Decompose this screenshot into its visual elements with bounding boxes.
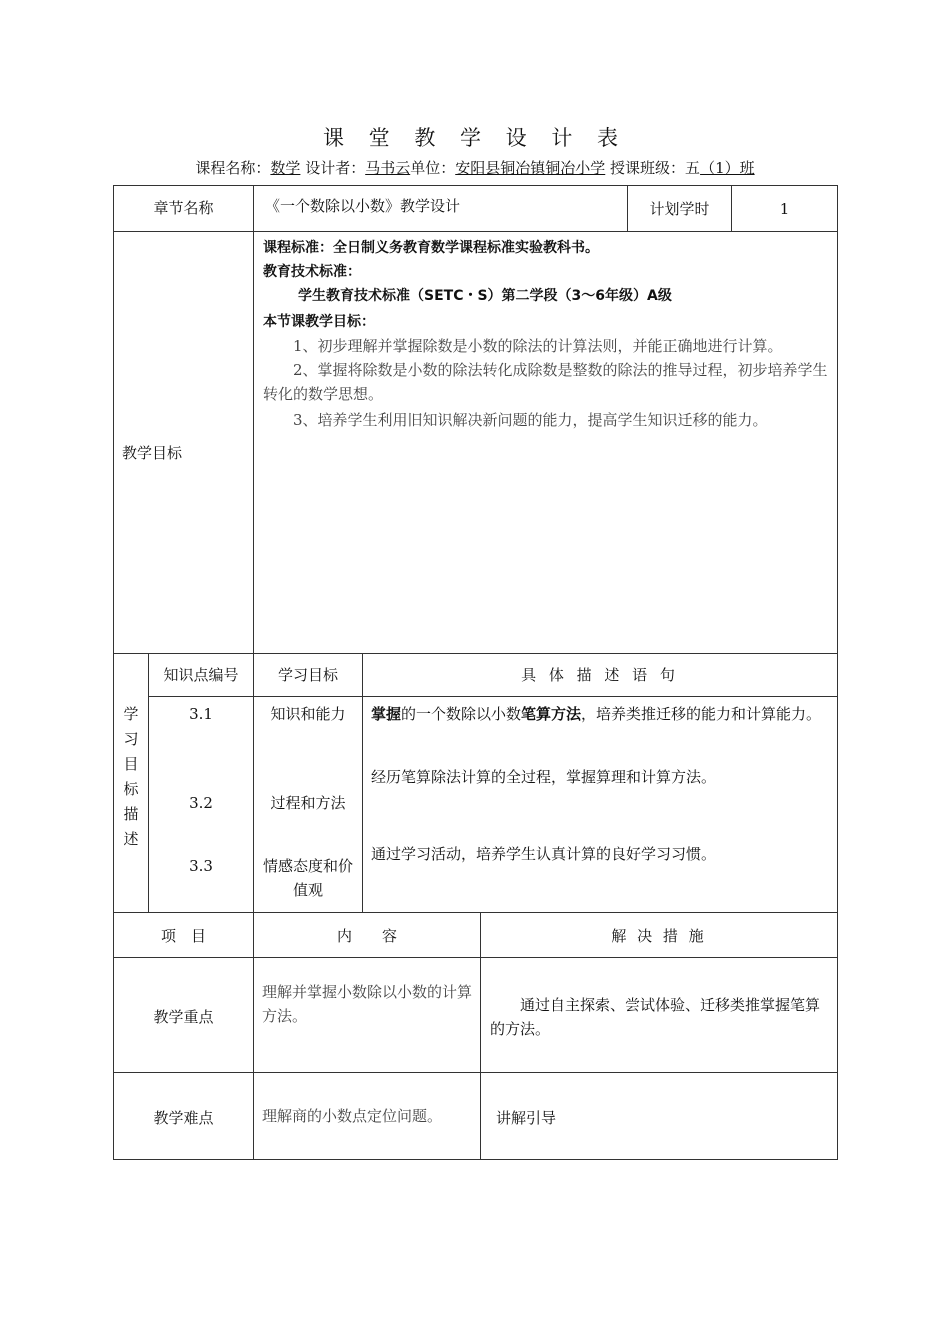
class-label: 授课班级： — [610, 159, 686, 177]
knowledge-no: 3.3 — [189, 857, 213, 875]
hours-value: 1 — [779, 200, 790, 218]
unit-label: 单位： — [410, 159, 456, 177]
description: 通过学习活动，培养学生认真计算的良好学习习惯。 — [371, 845, 717, 863]
class-value: （1）班 — [700, 159, 755, 177]
description: 掌握的一个数除以小数笔算方法，培养类推迁移的能力和计算能力。 — [371, 705, 822, 723]
goals-label: 教学目标 — [122, 444, 183, 462]
header-item: 项 目 — [160, 927, 206, 945]
difficulty-label: 教学难点 — [153, 1109, 214, 1127]
learning-goal: 情感态度和价值观 — [262, 857, 353, 899]
designer-label: 设计者： — [305, 159, 366, 177]
course-info-line — [0, 157, 950, 178]
knowledge-no: 3.2 — [189, 794, 213, 812]
designer-value: 马书云 — [365, 159, 411, 177]
description: 经历笔算除法计算的全过程，掌握算理和计算方法。 — [371, 768, 717, 786]
header-description: 具 体 描 述 语 句 — [521, 666, 679, 684]
curriculum-standard: 课程标准：全日制义务教育数学课程标准实验教科书。 — [263, 240, 599, 256]
goal-item: 1、初步理解并掌握除数是小数的除法的计算法则，并能正确地进行计算。 — [293, 337, 783, 355]
lesson-goals-label: 本节课教学目标： — [263, 314, 375, 330]
goal-item: 2、掌握将除数是小数的除法转化成除数是整数的除法的推导过程，初步培养学生转化的数学思想。 — [263, 361, 828, 403]
course-label: 课程名称： — [195, 159, 271, 177]
key-point-measure: 通过自主探索、尝试体验、迁移类推掌握笔算的方法。 — [490, 996, 821, 1038]
key-point-label: 教学重点 — [153, 1008, 214, 1026]
tech-standard: 学生教育技术标准（SETC・S）第二学段（3～6年级）A级 — [298, 288, 672, 304]
header-learning-goal: 学习目标 — [277, 666, 338, 684]
chapter-label: 章节名称 — [153, 199, 214, 217]
difficulty-measure: 讲解引导 — [496, 1109, 557, 1127]
header-measure: 解 决 措 施 — [611, 927, 707, 945]
learning-goal: 过程和方法 — [270, 794, 346, 812]
knowledge-no: 3.1 — [189, 705, 213, 723]
unit-value: 安阳县铜冶镇铜冶小学 — [455, 159, 606, 177]
chapter-value: 《一个数除以小数》教学设计 — [265, 197, 461, 215]
tech-standard-label: 教育技术标准： — [263, 264, 361, 280]
hours-label: 计划学时 — [649, 200, 710, 218]
header-content: 内 容 — [336, 927, 397, 945]
objectives-side-label: 学 习 目 标 描 述 — [123, 705, 139, 848]
goal-item: 3、培养学生利用旧知识解决新问题的能力，提高学生知识迁移的能力。 — [293, 411, 768, 429]
header-knowledge-no: 知识点编号 — [163, 666, 239, 684]
page-title: 课 堂 教 学 设 计 表 — [322, 126, 628, 150]
class-prefix: 五 — [685, 159, 701, 177]
key-point-content: 理解并掌握小数除以小数的计算方法。 — [262, 983, 473, 1025]
course-value: 数学 — [270, 159, 301, 177]
difficulty-content: 理解商的小数点定位问题。 — [262, 1107, 443, 1125]
learning-goal: 知识和能力 — [270, 705, 346, 723]
